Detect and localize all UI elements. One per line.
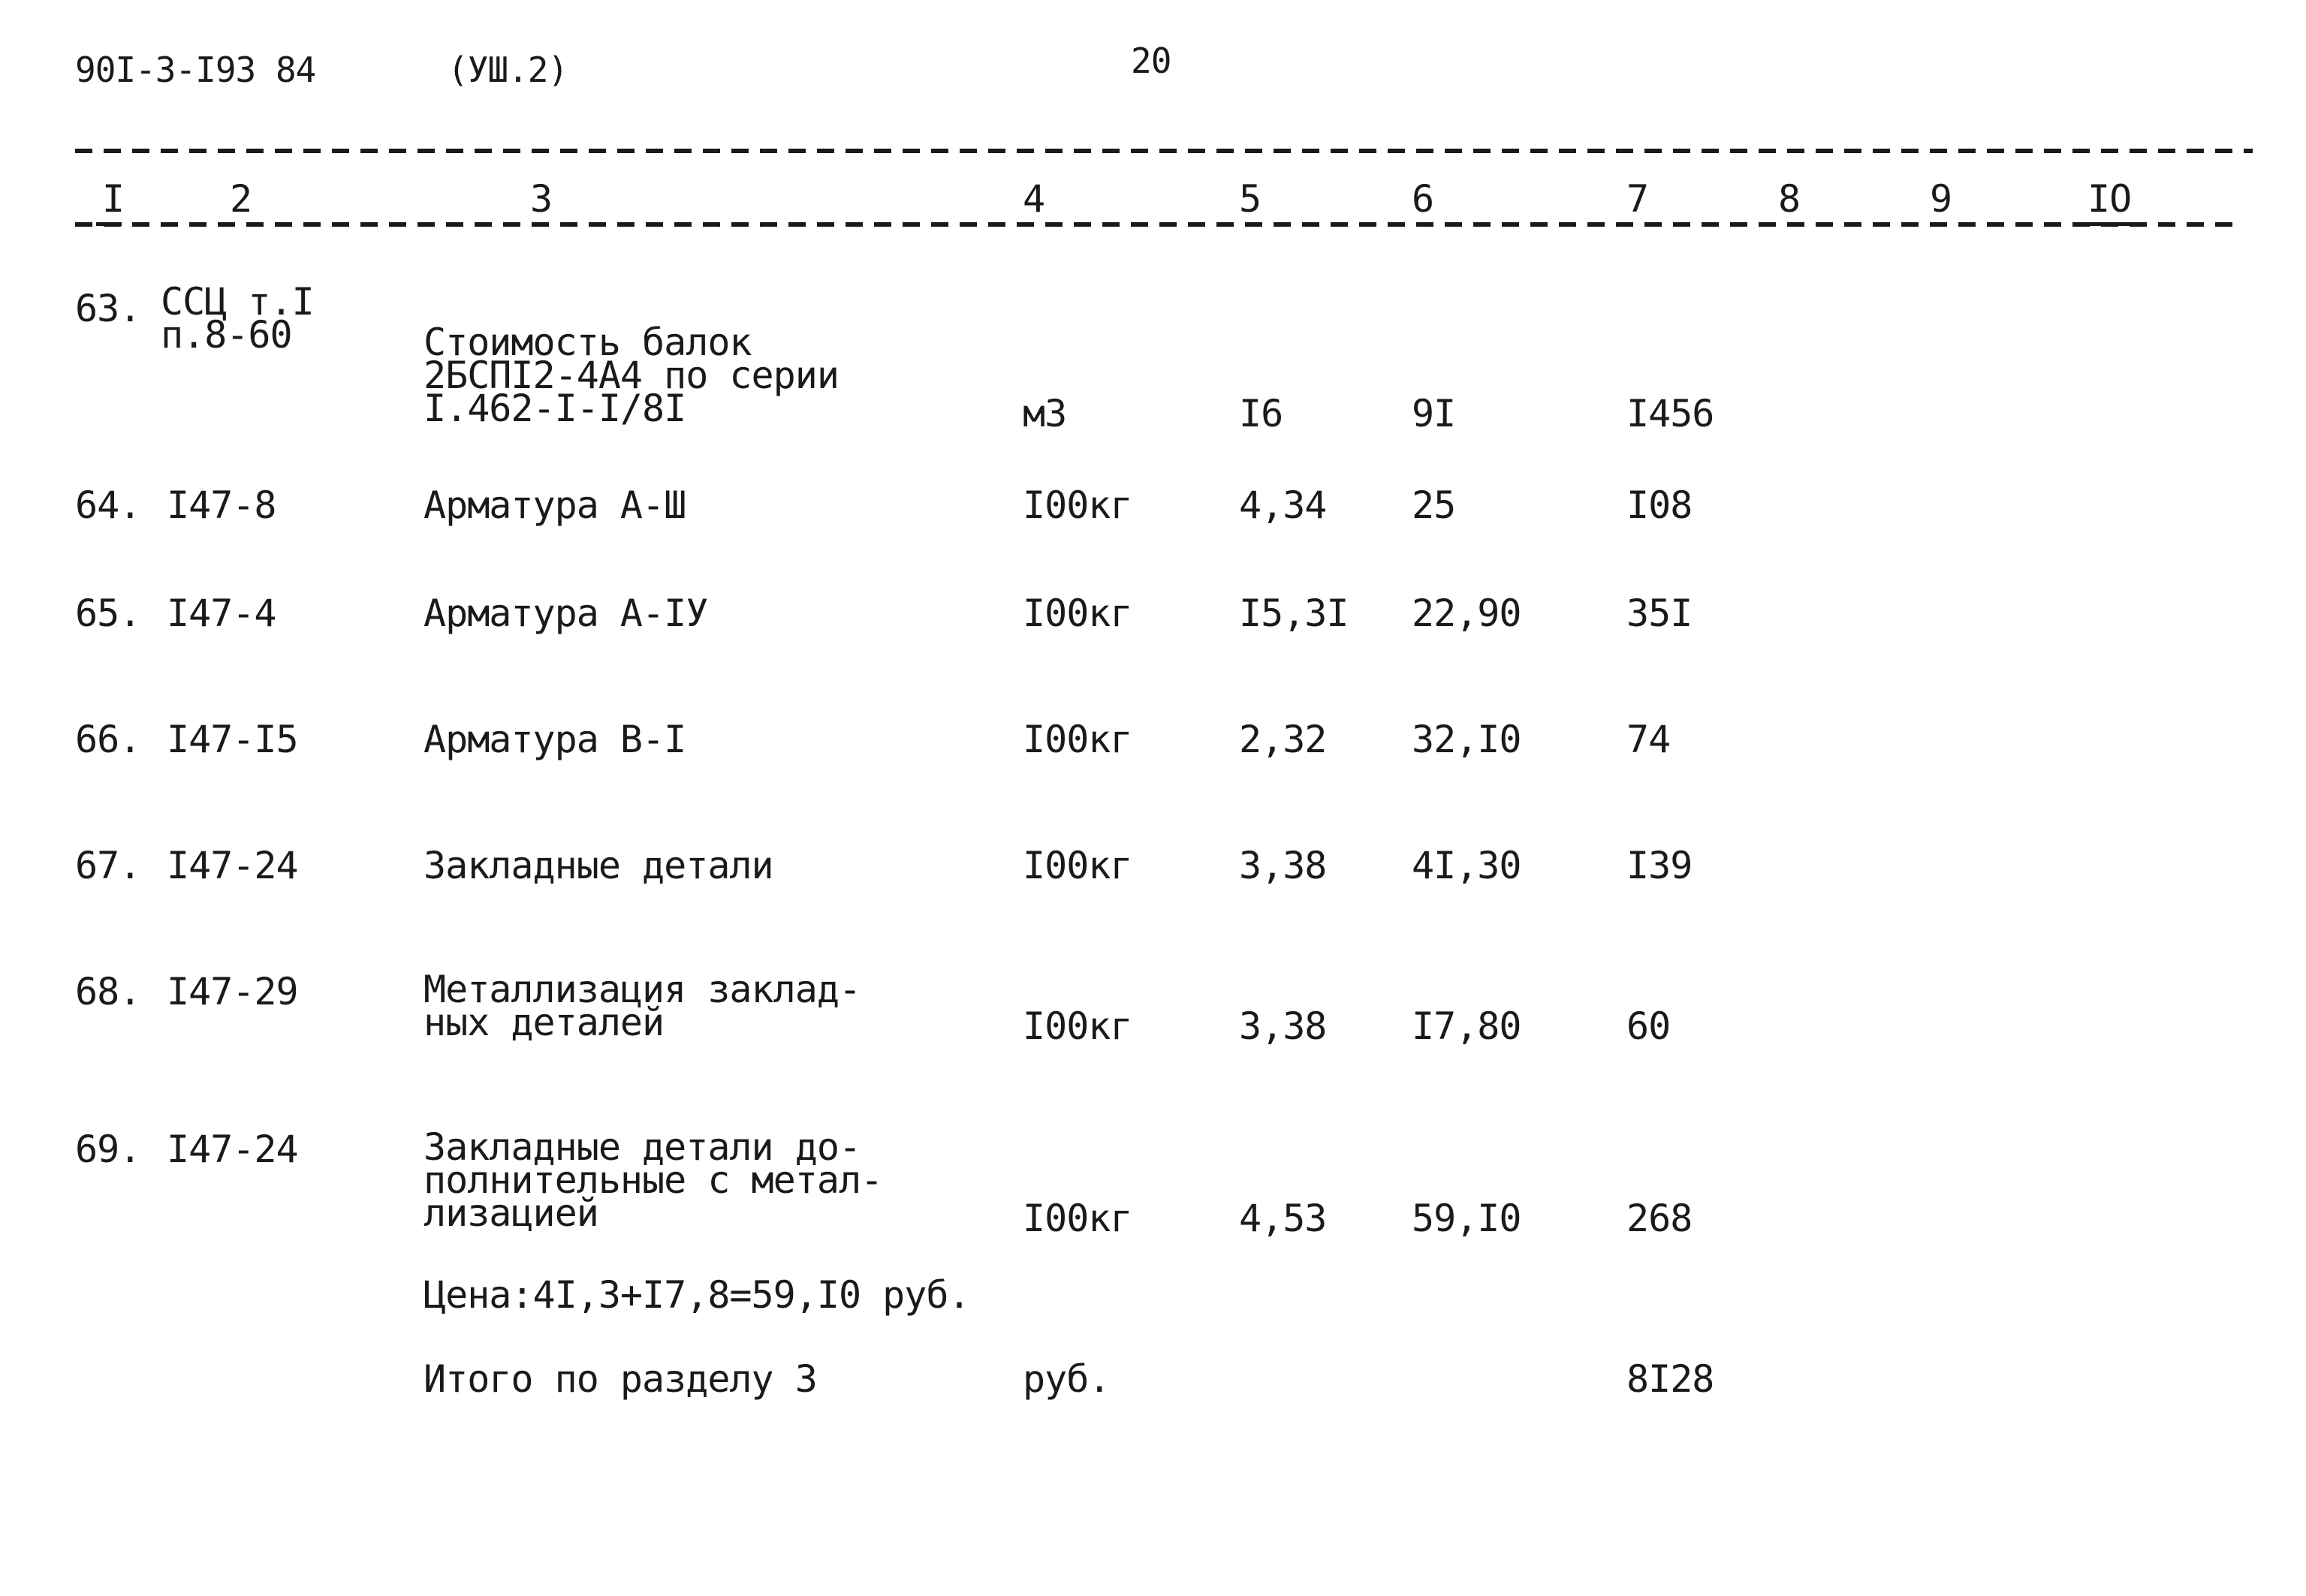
row-number: 66. [75,718,141,761]
row-unit-price: 22,90 [1412,592,1521,635]
column-number-1: I [102,177,125,221]
row-quantity: I6 [1239,392,1283,435]
row-number: 69. [75,1128,141,1171]
page-number: 20 [1131,41,1171,81]
column-number-9: 9 [1930,177,1952,221]
column-number-10: IO [2087,177,2132,221]
row-quantity: 2,32 [1239,718,1327,761]
row-quantity: 4,53 [1239,1197,1327,1240]
row-unit: I00кг [1023,592,1132,635]
row-total: 60 [1626,1004,1671,1048]
column-number-3: 3 [530,177,553,221]
row-total: 74 [1626,718,1671,761]
column-number-4: 4 [1023,177,1045,221]
row-code-line-1: ССЦ т.I [161,280,314,324]
column-number-6: 6 [1412,177,1434,221]
column-number-10-underline [2084,222,2130,226]
row-code: I47-I5 [167,718,298,761]
section-summary-unit: руб. [1023,1357,1111,1401]
row-unit-price: 9I [1412,392,1456,435]
row-name [424,321,839,430]
row-total: I08 [1626,483,1693,527]
row-number: 63. [75,287,141,330]
row-total: I39 [1626,844,1693,887]
row-unit-price: I7,80 [1412,1004,1521,1048]
row-code: I47-24 [167,1128,298,1171]
row-code: I47-29 [167,970,298,1013]
row-name-line-2: полнительные с метал- [424,1158,883,1202]
row-unit: I00кг [1023,718,1132,761]
header-dashed-rule [75,149,2253,153]
row-unit: м3 [1023,392,1067,435]
row-name-line-2: 2БСПI2-4А4 по серии [424,354,839,397]
row-unit: I00кг [1023,1004,1132,1048]
row-name: Арматура А-Ш [424,483,686,527]
document-code: 90I-3-I93 84 [75,50,316,90]
row-name [424,968,861,1044]
row-quantity: 3,38 [1239,1004,1327,1048]
column-number-7: 7 [1626,177,1649,221]
row-name: Арматура А-IУ [424,592,708,635]
price-note: Цена:4I,3+I7,8=59,I0 руб. [424,1273,970,1317]
row-total: 35I [1626,592,1693,635]
row-quantity: 3,38 [1239,844,1327,887]
row-code: I47-4 [167,592,276,635]
row-name-line-1: Закладные детали до- [424,1125,861,1169]
row-name [424,1125,883,1235]
row-name: Арматура В-I [424,718,686,761]
row-number: 65. [75,592,141,635]
row-unit-price: 59,I0 [1412,1197,1521,1240]
row-name-line-3: лизацией [424,1191,598,1235]
row-total: I456 [1626,392,1714,435]
row-unit-price: 4I,30 [1412,844,1521,887]
row-unit: I00кг [1023,483,1132,527]
column-number-1-underline [96,222,122,226]
row-code [161,280,314,357]
column-number-8: 8 [1778,177,1801,221]
row-unit: I00кг [1023,1197,1132,1240]
column-number-5: 5 [1239,177,1262,221]
section-summary-label: Итого по разделу 3 [424,1357,817,1401]
row-name-line-1: Стоимость балок [424,321,752,364]
row-code: I47-24 [167,844,298,887]
album-reference: (УШ.2) [448,50,568,90]
row-code-line-2: п.8-60 [161,313,292,357]
row-code: I47-8 [167,483,276,527]
row-unit-price: 25 [1412,483,1456,527]
row-number: 64. [75,483,141,527]
row-unit-price: 32,I0 [1412,718,1521,761]
column-number-2: 2 [230,177,252,221]
row-quantity: I5,3I [1239,592,1349,635]
column-number-dashed-rule [75,222,2238,227]
row-name-line-1: Металлизация заклад- [424,968,861,1011]
row-unit: I00кг [1023,844,1132,887]
section-summary-total: 8I28 [1626,1357,1714,1401]
row-name-line-3: I.462-I-I/8I [424,387,686,430]
row-number: 68. [75,970,141,1013]
row-number: 67. [75,844,141,887]
row-name: Закладные детали [424,844,773,887]
row-quantity: 4,34 [1239,483,1327,527]
row-total: 268 [1626,1197,1693,1240]
row-name-line-2: ных деталей [424,1001,665,1044]
